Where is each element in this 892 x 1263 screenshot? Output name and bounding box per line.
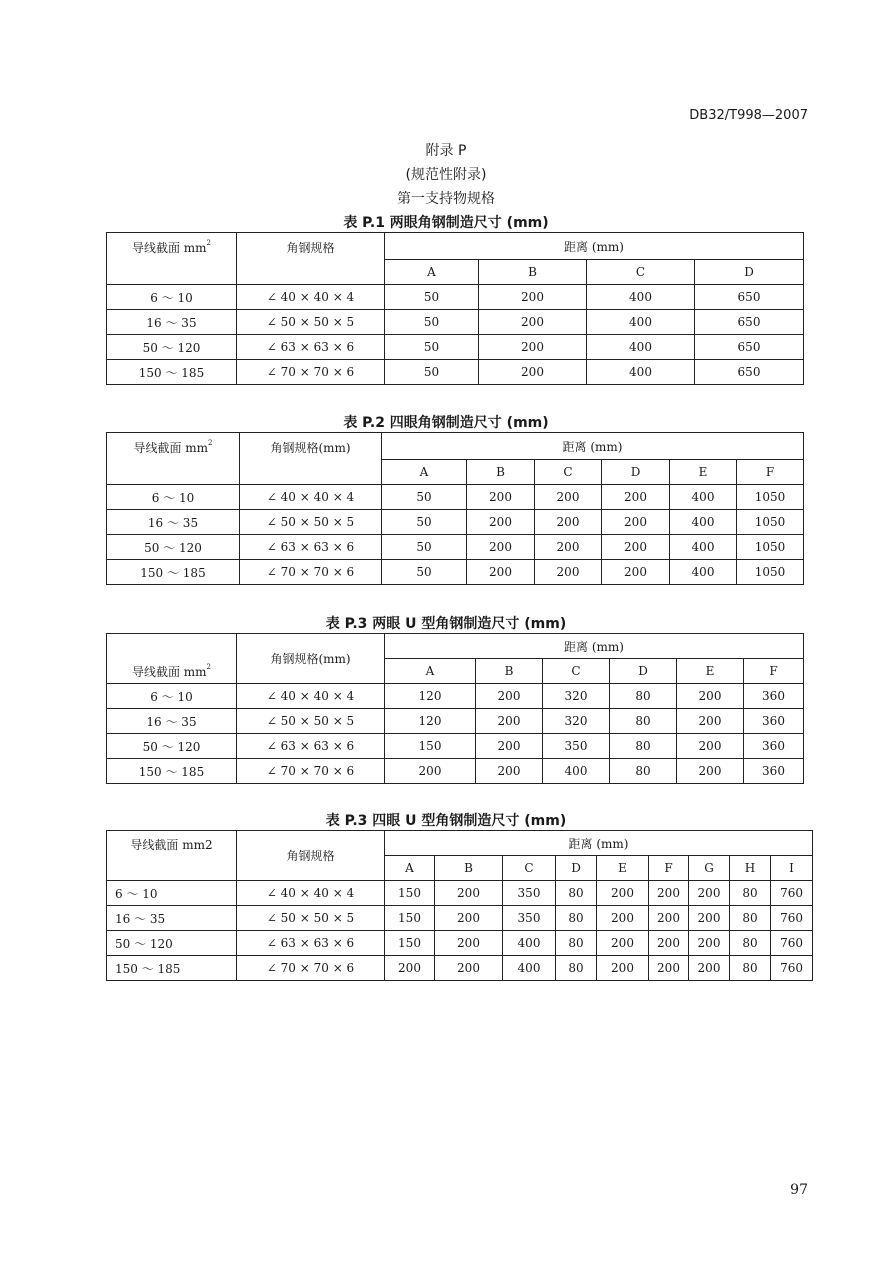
- cell: 760: [771, 906, 813, 931]
- table-row: [107, 485, 804, 510]
- appendix-title: 附录 P: [425, 143, 467, 159]
- cell: 80: [556, 906, 597, 931]
- cell: 200: [689, 906, 730, 931]
- appendix-heading: 第一支持物规格: [397, 191, 495, 207]
- cell: 350: [503, 881, 556, 906]
- cell: 200: [649, 906, 689, 931]
- cell: 200: [535, 485, 602, 510]
- col-header: B: [467, 460, 535, 485]
- cell: 320: [543, 709, 610, 734]
- cell: 200: [476, 734, 543, 759]
- cell: 1050: [737, 560, 804, 585]
- col-header: E: [677, 659, 744, 684]
- cell: 200: [435, 956, 503, 981]
- cell: 200: [649, 931, 689, 956]
- col-header: C: [543, 659, 610, 684]
- cell: 50: [385, 285, 479, 310]
- table-row: [107, 535, 804, 560]
- cell: 1050: [737, 510, 804, 535]
- cell: 80: [730, 906, 771, 931]
- table-row: [107, 684, 804, 709]
- cell: 200: [649, 956, 689, 981]
- cell: 50 ～ 120: [107, 335, 237, 360]
- cell: 200: [602, 535, 670, 560]
- cell: 50: [382, 485, 467, 510]
- cell: 650: [695, 335, 804, 360]
- cell: 400: [587, 310, 695, 335]
- cell: 6 ～ 10: [107, 485, 240, 510]
- cell: 6 ～ 10: [107, 684, 237, 709]
- col-header: C: [503, 856, 556, 881]
- cell: 200: [435, 906, 503, 931]
- col-header: B: [435, 856, 503, 881]
- cell: 150 ～ 185: [107, 956, 237, 981]
- cell: 400: [587, 360, 695, 385]
- cell: 150: [385, 906, 435, 931]
- cell: ∠ 63 × 63 × 6: [240, 535, 382, 560]
- header-cross-section: 导线截面 $mm^2$: [107, 233, 237, 285]
- header-cross-section: 导线截面 mm2: [107, 831, 237, 881]
- header-cross-section: 导线截面 $mm^2$: [107, 634, 237, 684]
- table-row: [107, 734, 804, 759]
- cell: 16 ～ 35: [107, 709, 237, 734]
- cell: ∠ 50 × 50 × 5: [237, 906, 385, 931]
- cell: 200: [479, 285, 587, 310]
- cell: 200: [535, 535, 602, 560]
- table-row: [107, 906, 813, 931]
- table-row: [107, 956, 813, 981]
- cell: 400: [587, 285, 695, 310]
- table-row: [107, 285, 804, 310]
- page-number: 97: [790, 1182, 808, 1198]
- cell: ∠ 50 × 50 × 5: [237, 709, 385, 734]
- col-header: D: [602, 460, 670, 485]
- cell: 320: [543, 684, 610, 709]
- col-header: F: [737, 460, 804, 485]
- cell: 80: [556, 956, 597, 981]
- col-header: C: [587, 260, 695, 285]
- cell: 150: [385, 931, 435, 956]
- table-p1-caption: 表 P.1 两眼角钢制造尺寸 (mm): [343, 215, 549, 231]
- table-p2-caption: 表 P.2 四眼角钢制造尺寸 (mm): [343, 415, 549, 431]
- cell: ∠ 70 × 70 × 6: [237, 759, 385, 784]
- cell: 400: [543, 759, 610, 784]
- cell: 400: [670, 510, 737, 535]
- col-header: E: [597, 856, 649, 881]
- cell: 400: [503, 956, 556, 981]
- table-row: [107, 709, 804, 734]
- table-row: [107, 881, 813, 906]
- cell: 200: [597, 881, 649, 906]
- cell: 80: [730, 881, 771, 906]
- cell: 200: [535, 510, 602, 535]
- header-distance: 距离 (mm): [385, 634, 804, 659]
- cell: 200: [689, 881, 730, 906]
- table-row: [107, 335, 804, 360]
- cell: 200: [677, 684, 744, 709]
- cell: ∠ 63 × 63 × 6: [237, 734, 385, 759]
- cell: 200: [435, 881, 503, 906]
- cell: 200: [385, 956, 435, 981]
- cell: 80: [730, 956, 771, 981]
- cell: 200: [476, 684, 543, 709]
- cell: 200: [535, 560, 602, 585]
- col-header: F: [649, 856, 689, 881]
- header-cross-section: 导线截面 $mm^2$: [107, 433, 240, 485]
- cell: 50 ～ 120: [107, 734, 237, 759]
- cell: 200: [479, 335, 587, 360]
- cell: 360: [744, 759, 804, 784]
- cell: 200: [677, 734, 744, 759]
- cell: 650: [695, 285, 804, 310]
- col-header: C: [535, 460, 602, 485]
- cell: 400: [670, 560, 737, 585]
- cell: 120: [385, 709, 476, 734]
- col-header: A: [385, 659, 476, 684]
- cell: 16 ～ 35: [107, 310, 237, 335]
- cell: 400: [587, 335, 695, 360]
- cell: 150: [385, 734, 476, 759]
- cell: 200: [467, 485, 535, 510]
- col-header: I: [771, 856, 813, 881]
- table-row: [107, 510, 804, 535]
- cell: 350: [543, 734, 610, 759]
- cell: 760: [771, 956, 813, 981]
- header-distance: 距离 (mm): [385, 233, 804, 260]
- cell: 200: [677, 709, 744, 734]
- cell: 16 ～ 35: [107, 510, 240, 535]
- cell: ∠ 63 × 63 × 6: [237, 931, 385, 956]
- table-row: [107, 560, 804, 585]
- cell: 50: [382, 535, 467, 560]
- col-header: F: [744, 659, 804, 684]
- col-header: B: [479, 260, 587, 285]
- cell: 80: [730, 931, 771, 956]
- cell: 200: [467, 510, 535, 535]
- cell: 50: [385, 310, 479, 335]
- cell: 150 ～ 185: [107, 560, 240, 585]
- table-row: [107, 310, 804, 335]
- table-p3b: [106, 830, 813, 981]
- cell: 360: [744, 734, 804, 759]
- cell: 6 ～ 10: [107, 881, 237, 906]
- appendix-subtitle: (规范性附录): [405, 167, 487, 183]
- cell: 360: [744, 684, 804, 709]
- cell: 16 ～ 35: [107, 906, 237, 931]
- cell: ∠ 50 × 50 × 5: [237, 310, 385, 335]
- cell: 50: [385, 335, 479, 360]
- cell: 200: [602, 485, 670, 510]
- header-angle-spec: 角钢规格(mm): [240, 433, 382, 485]
- cell: 80: [610, 684, 677, 709]
- cell: 80: [610, 759, 677, 784]
- cell: 1050: [737, 535, 804, 560]
- header-distance: 距离 (mm): [385, 831, 813, 856]
- cell: ∠ 40 × 40 × 4: [237, 285, 385, 310]
- cell: ∠ 70 × 70 × 6: [237, 360, 385, 385]
- cell: 400: [670, 485, 737, 510]
- cell: 80: [556, 931, 597, 956]
- col-header: A: [385, 856, 435, 881]
- cell: 200: [597, 931, 649, 956]
- cell: 200: [597, 906, 649, 931]
- cell: 200: [435, 931, 503, 956]
- header-angle-spec: 角钢规格: [237, 233, 385, 285]
- col-header: A: [382, 460, 467, 485]
- cell: 200: [467, 560, 535, 585]
- cell: 6 ～ 10: [107, 285, 237, 310]
- cell: ∠ 40 × 40 × 4: [237, 881, 385, 906]
- col-header: D: [695, 260, 804, 285]
- table-row: [107, 360, 804, 385]
- col-header: E: [670, 460, 737, 485]
- col-header: D: [556, 856, 597, 881]
- col-header: B: [476, 659, 543, 684]
- header-distance: 距离 (mm): [382, 433, 804, 460]
- col-header: D: [610, 659, 677, 684]
- cell: ∠ 63 × 63 × 6: [237, 335, 385, 360]
- header-angle-spec: 角钢规格: [237, 831, 385, 881]
- col-header: A: [385, 260, 479, 285]
- cell: 650: [695, 360, 804, 385]
- cell: 650: [695, 310, 804, 335]
- cell: 200: [602, 510, 670, 535]
- table-p3a-caption: 表 P.3 两眼 U 型角钢制造尺寸 (mm): [325, 616, 567, 632]
- cell: 760: [771, 931, 813, 956]
- table-row: [107, 931, 813, 956]
- cell: ∠ 70 × 70 × 6: [240, 560, 382, 585]
- cell: 50: [385, 360, 479, 385]
- cell: 150 ～ 185: [107, 360, 237, 385]
- cell: 200: [476, 709, 543, 734]
- cell: ∠ 70 × 70 × 6: [237, 956, 385, 981]
- table-p3a: [106, 633, 804, 784]
- header-angle-spec: 角钢规格(mm): [237, 634, 385, 684]
- cell: 200: [649, 881, 689, 906]
- cell: 50 ～ 120: [107, 535, 240, 560]
- cell: 200: [479, 310, 587, 335]
- cell: 400: [670, 535, 737, 560]
- cell: 50 ～ 120: [107, 931, 237, 956]
- cell: 150 ～ 185: [107, 759, 237, 784]
- cell: 760: [771, 881, 813, 906]
- cell: 200: [689, 956, 730, 981]
- cell: 80: [610, 734, 677, 759]
- cell: 80: [556, 881, 597, 906]
- cell: 200: [602, 560, 670, 585]
- cell: 200: [476, 759, 543, 784]
- cell: 50: [382, 560, 467, 585]
- table-row: [107, 759, 804, 784]
- cell: 200: [597, 956, 649, 981]
- cell: ∠ 50 × 50 × 5: [240, 510, 382, 535]
- cell: 350: [503, 906, 556, 931]
- cell: ∠ 40 × 40 × 4: [237, 684, 385, 709]
- table-p1: [106, 232, 804, 385]
- document-code: DB32/T998—2007: [689, 108, 808, 123]
- cell: 150: [385, 881, 435, 906]
- col-header: G: [689, 856, 730, 881]
- cell: 200: [479, 360, 587, 385]
- cell: 400: [503, 931, 556, 956]
- cell: 50: [382, 510, 467, 535]
- cell: 200: [385, 759, 476, 784]
- cell: ∠ 40 × 40 × 4: [240, 485, 382, 510]
- cell: 80: [610, 709, 677, 734]
- table-p2: [106, 432, 804, 585]
- cell: 360: [744, 709, 804, 734]
- cell: 200: [467, 535, 535, 560]
- cell: 1050: [737, 485, 804, 510]
- cell: 120: [385, 684, 476, 709]
- cell: 200: [689, 931, 730, 956]
- col-header: H: [730, 856, 771, 881]
- cell: 200: [677, 759, 744, 784]
- table-p3b-caption: 表 P.3 四眼 U 型角钢制造尺寸 (mm): [325, 813, 567, 829]
